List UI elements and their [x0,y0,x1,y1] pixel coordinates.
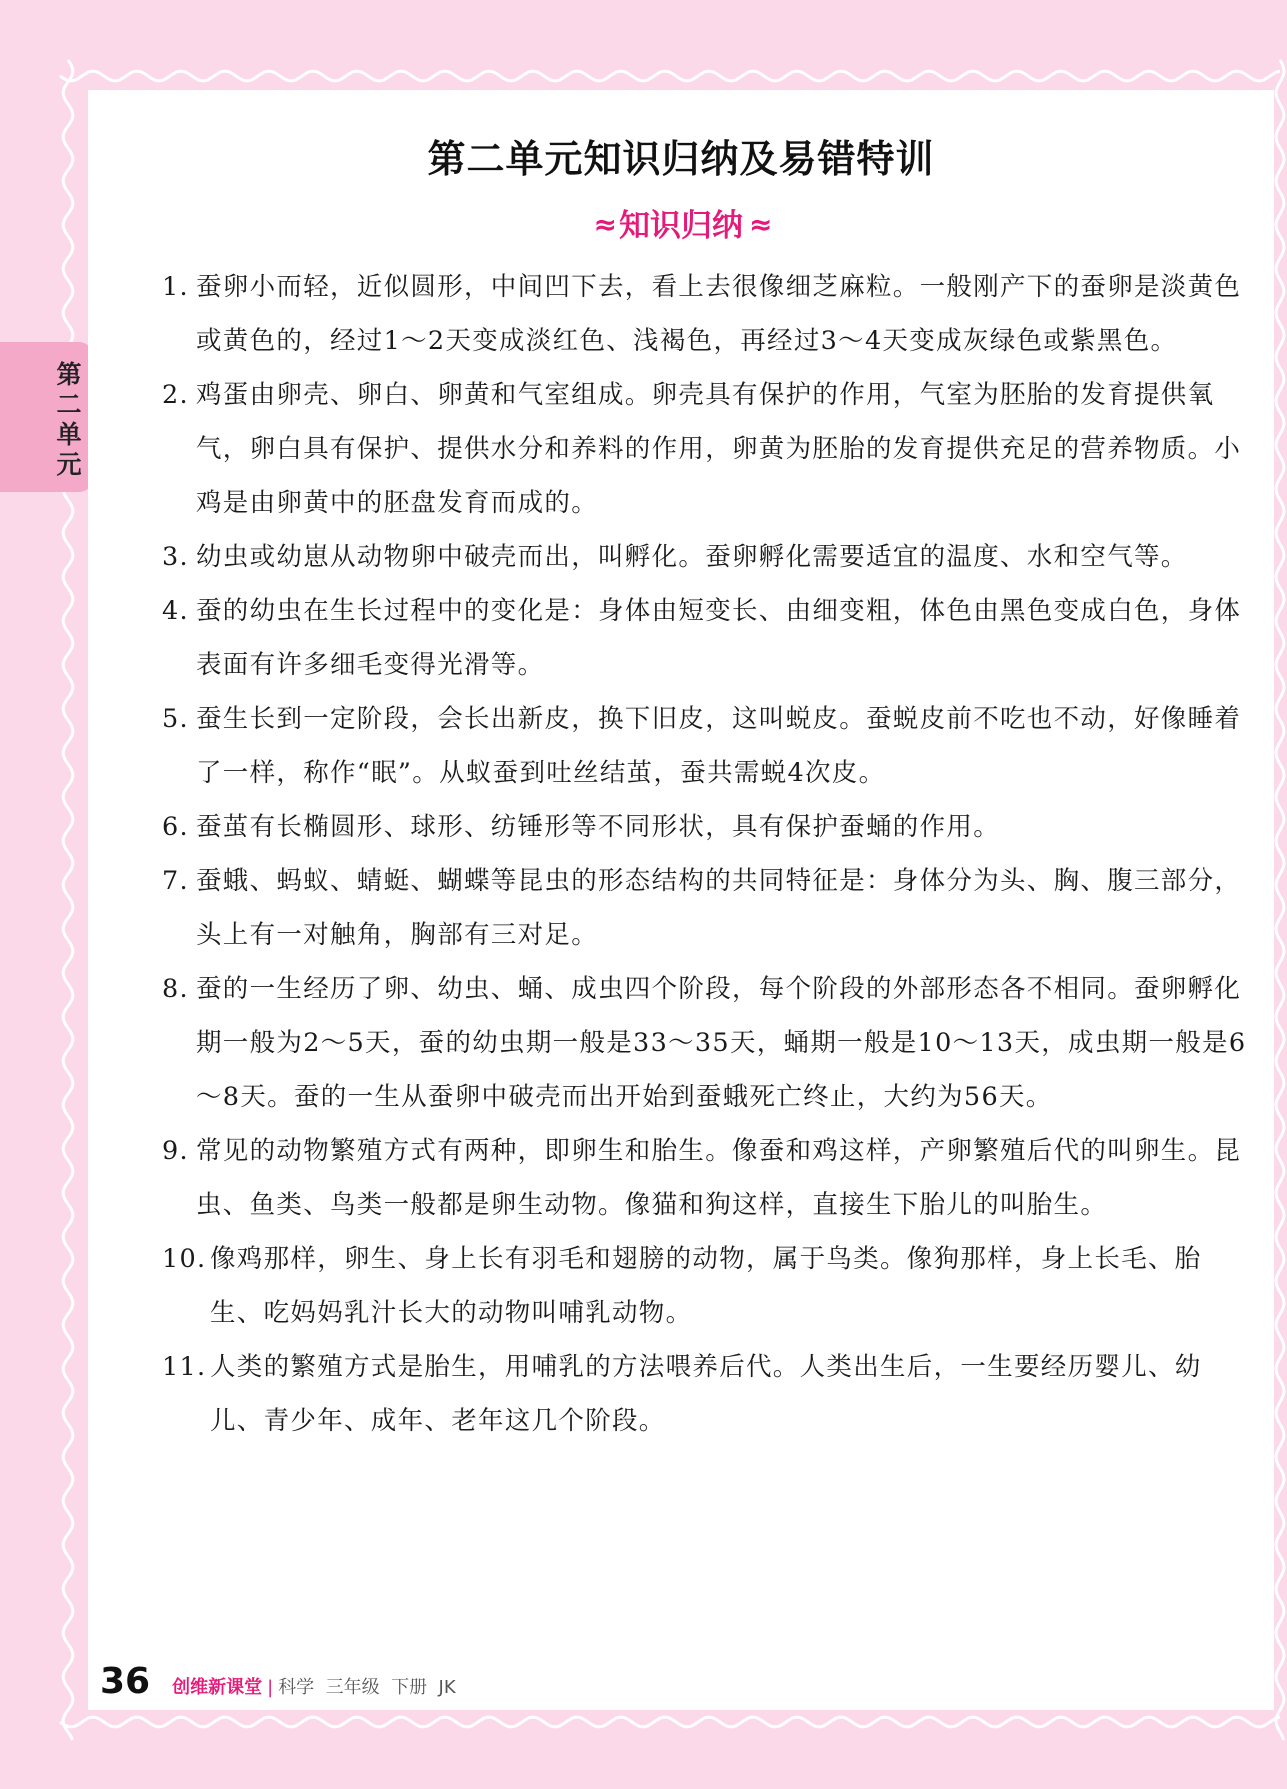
list-item-number: 2. [162,380,189,410]
list-item-number: 7. [162,866,189,896]
section-heading-label: 知识归纳 [619,208,743,244]
list-item-text: 蚕生长到一定阶段，会长出新皮，换下旧皮，这叫蜕皮。蚕蜕皮前不吃也不动，好像睡着了一样，称作“眠”。从蚁蚕到吐丝结茧，蚕共需蜕4次皮。 [196,704,1242,788]
list-item-number: 9. [162,1136,189,1166]
page-content [88,90,1274,1710]
list-item-number: 3. [162,542,189,572]
list-item-text: 蚕蛾、蚂蚁、蜻蜓、蝴蝶等昆虫的形态结构的共同特征是：身体分为头、胸、腹三部分，头上有一对触角，胸部有三对足。 [196,866,1242,950]
list-item-number: 11. [162,1352,207,1382]
list-item [162,854,1252,962]
list-item-number: 10. [162,1244,207,1274]
list-item-text: 蚕的幼虫在生长过程中的变化是：身体由短变长、由细变粗，体色由黑色变成白色，身体表面有许多细毛变得光滑等。 [196,596,1242,680]
list-item [162,584,1252,692]
list-item-number: 4. [162,596,189,626]
list-item-text: 常见的动物繁殖方式有两种，即卵生和胎生。像蚕和鸡这样，产卵繁殖后代的叫卵生。昆虫、鱼类、鸟类一般都是卵生动物。像猫和狗这样，直接生下胎儿的叫胎生。 [196,1136,1242,1220]
page-number: 36 [100,1661,151,1702]
list-item-number: 1. [162,272,189,302]
list-item [162,962,1252,1124]
list-item-text: 鸡蛋由卵壳、卵白、卵黄和气室组成。卵壳具有保护的作用，气室为胚胎的发育提供氧气，卵白具有保护、提供水分和养料的作用，卵黄为胚胎的发育提供充足的营养物质。小鸡是由卵黄中的胚盘发育而成的。 [196,380,1242,518]
list-item [162,692,1252,800]
page-title: 第二单元知识归纳及易错特训 [427,137,935,181]
list-item [162,1124,1252,1232]
list-item-text: 像鸡那样，卵生、身上长有羽毛和翅膀的动物，属于鸟类。像狗那样，身上长毛、胎生、吃妈妈乳汁长大的动物叫哺乳动物。 [210,1244,1202,1328]
list-item [162,1232,1252,1340]
page-footer [100,1661,456,1711]
footer-separator: | [267,1677,274,1698]
list-item-text: 蚕的一生经历了卵、幼虫、蛹、成虫四个阶段，每个阶段的外部形态各不相同。蚕卵孵化期一般为2～5天，蚕的幼虫期一般是33～35天，蛹期一般是10～13天，成虫期一般是6～8天。蚕的一生从蚕卵中破壳而出开始到蚕蛾死亡终止，大约为56天。 [196,974,1247,1112]
wave-deco-left-icon: ≈ [593,208,613,241]
list-item-text: 幼虫或幼崽从动物卵中破壳而出，叫孵化。蚕卵孵化需要适宜的温度、水和空气等。 [196,542,1188,572]
section-heading [88,200,1274,245]
series-name: 创维新课堂 [172,1677,263,1698]
knowledge-list [162,260,1252,1448]
list-item-number: 8. [162,974,189,1004]
list-item [162,368,1252,530]
list-item [162,260,1252,368]
list-item-text: 蚕茧有长椭圆形、球形、纺锤形等不同形状，具有保护蚕蛹的作用。 [196,812,1001,842]
list-item [162,800,1252,854]
list-item-text: 蚕卵小而轻，近似圆形，中间凹下去，看上去很像细芝麻粒。一般刚产下的蚕卵是淡黄色或黄色的，经过1～2天变成淡红色、浅褐色，再经过3～4天变成灰绿色或紫黑色。 [196,272,1242,356]
list-item [162,530,1252,584]
list-item-number: 5. [162,704,189,734]
list-item-number: 6. [162,812,189,842]
book-info: 科学 三年级 下册 JK [278,1677,456,1698]
list-item [162,1340,1252,1448]
unit-side-tab-label: 第二单元 [56,360,82,479]
wave-deco-right-icon: ≈ [749,208,769,241]
list-item-text: 人类的繁殖方式是胎生，用哺乳的方法喂养后代。人类出生后，一生要经历婴儿、幼儿、青少年、成年、老年这几个阶段。 [210,1352,1202,1436]
